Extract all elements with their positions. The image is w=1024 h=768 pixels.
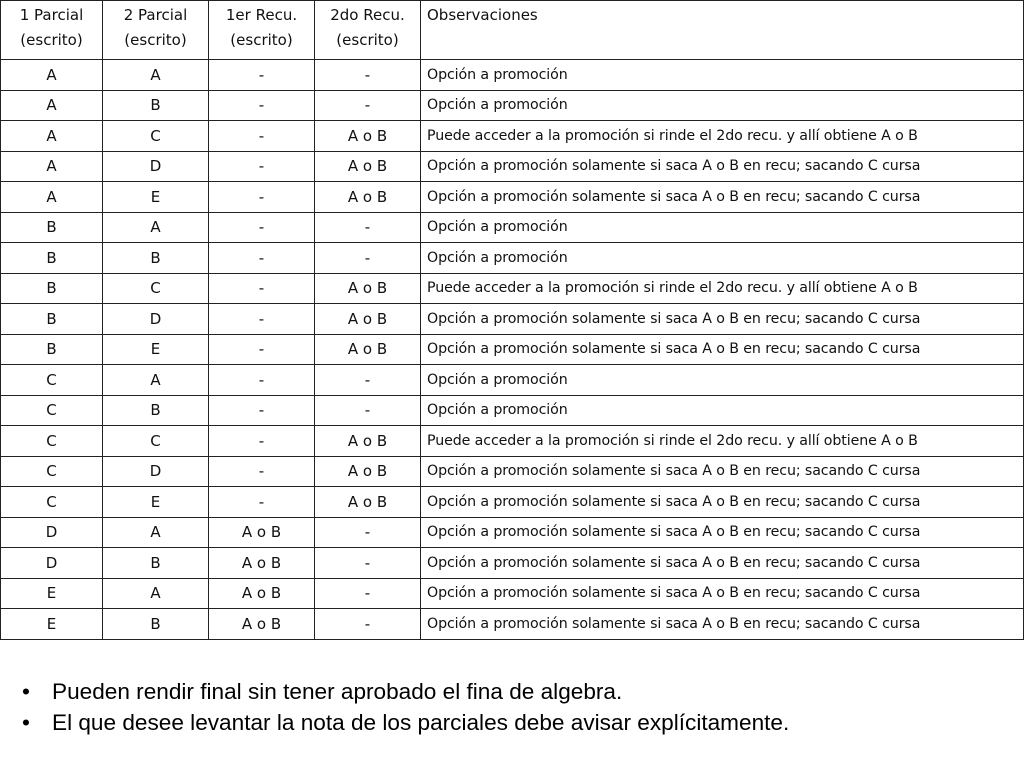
cell-2do-recu: - bbox=[315, 243, 421, 274]
cell-2-parcial: D bbox=[103, 151, 209, 182]
cell-observaciones: Opción a promoción solamente si saca A o B en recu; sacando C cursa bbox=[421, 609, 1024, 640]
cell-observaciones: Opción a promoción bbox=[421, 365, 1024, 396]
cell-2do-recu: - bbox=[315, 212, 421, 243]
table-row bbox=[1, 548, 1024, 579]
cell-1-parcial: A bbox=[1, 90, 103, 121]
cell-1er-recu: - bbox=[209, 365, 315, 396]
cell-1er-recu: A o B bbox=[209, 609, 315, 640]
table-row bbox=[1, 90, 1024, 121]
cell-2do-recu: A o B bbox=[315, 304, 421, 335]
cell-observaciones: Puede acceder a la promoción si rinde el 2do recu. y allí obtiene A o B bbox=[421, 273, 1024, 304]
cell-2do-recu: A o B bbox=[315, 487, 421, 518]
cell-1-parcial: B bbox=[1, 273, 103, 304]
header-1-parcial bbox=[1, 1, 103, 60]
cell-1er-recu: - bbox=[209, 212, 315, 243]
cell-2do-recu: A o B bbox=[315, 182, 421, 213]
table-row bbox=[1, 121, 1024, 152]
bullet-icon: • bbox=[22, 710, 30, 735]
cell-observaciones: Opción a promoción bbox=[421, 90, 1024, 121]
table-row bbox=[1, 426, 1024, 457]
cell-2do-recu: - bbox=[315, 609, 421, 640]
cell-2-parcial: B bbox=[103, 609, 209, 640]
table-row bbox=[1, 609, 1024, 640]
cell-observaciones: Opción a promoción solamente si saca A o B en recu; sacando C cursa bbox=[421, 487, 1024, 518]
cell-1-parcial: E bbox=[1, 578, 103, 609]
cell-1er-recu: - bbox=[209, 304, 315, 335]
cell-observaciones: Opción a promoción solamente si saca A o B en recu; sacando C cursa bbox=[421, 151, 1024, 182]
cell-2-parcial: D bbox=[103, 456, 209, 487]
table-row bbox=[1, 182, 1024, 213]
table-header bbox=[1, 1, 1024, 60]
cell-1-parcial: A bbox=[1, 60, 103, 91]
cell-2do-recu: - bbox=[315, 365, 421, 396]
cell-observaciones: Opción a promoción solamente si saca A o B en recu; sacando C cursa bbox=[421, 304, 1024, 335]
cell-observaciones: Opción a promoción bbox=[421, 60, 1024, 91]
cell-observaciones: Opción a promoción solamente si saca A o B en recu; sacando C cursa bbox=[421, 548, 1024, 579]
cell-2-parcial: A bbox=[103, 365, 209, 396]
table-row bbox=[1, 334, 1024, 365]
cell-observaciones: Puede acceder a la promoción si rinde el 2do recu. y allí obtiene A o B bbox=[421, 426, 1024, 457]
header-line-1: 2 Parcial bbox=[123, 6, 188, 24]
cell-2do-recu: A o B bbox=[315, 273, 421, 304]
cell-2do-recu: A o B bbox=[315, 456, 421, 487]
cell-2-parcial: E bbox=[103, 182, 209, 213]
cell-observaciones: Opción a promoción solamente si saca A o B en recu; sacando C cursa bbox=[421, 334, 1024, 365]
header-row bbox=[1, 1, 1024, 60]
header-observaciones bbox=[421, 1, 1024, 60]
cell-2-parcial: C bbox=[103, 121, 209, 152]
cell-observaciones: Puede acceder a la promoción si rinde el 2do recu. y allí obtiene A o B bbox=[421, 121, 1024, 152]
cell-1-parcial: D bbox=[1, 548, 103, 579]
cell-1-parcial: C bbox=[1, 456, 103, 487]
cell-2do-recu: - bbox=[315, 578, 421, 609]
cell-1-parcial: B bbox=[1, 212, 103, 243]
cell-observaciones: Opción a promoción solamente si saca A o B en recu; sacando C cursa bbox=[421, 578, 1024, 609]
header-1er-recu bbox=[209, 1, 315, 60]
table-row bbox=[1, 151, 1024, 182]
cell-1er-recu: - bbox=[209, 395, 315, 426]
cell-2-parcial: D bbox=[103, 304, 209, 335]
table-row bbox=[1, 395, 1024, 426]
table-row bbox=[1, 487, 1024, 518]
cell-2do-recu: - bbox=[315, 395, 421, 426]
cell-1-parcial: C bbox=[1, 365, 103, 396]
header-line-2: (escrito) bbox=[230, 31, 293, 49]
cell-2-parcial: A bbox=[103, 517, 209, 548]
cell-1er-recu: - bbox=[209, 182, 315, 213]
cell-2do-recu: - bbox=[315, 60, 421, 91]
cell-1er-recu: A o B bbox=[209, 548, 315, 579]
cell-2-parcial: E bbox=[103, 487, 209, 518]
table-row bbox=[1, 578, 1024, 609]
table-body bbox=[1, 60, 1024, 640]
cell-observaciones: Opción a promoción bbox=[421, 395, 1024, 426]
cell-1er-recu: - bbox=[209, 456, 315, 487]
table-row bbox=[1, 212, 1024, 243]
cell-observaciones: Opción a promoción solamente si saca A o B en recu; sacando C cursa bbox=[421, 456, 1024, 487]
cell-observaciones: Opción a promoción solamente si saca A o B en recu; sacando C cursa bbox=[421, 182, 1024, 213]
cell-2do-recu: A o B bbox=[315, 334, 421, 365]
cell-1er-recu: - bbox=[209, 273, 315, 304]
header-2-parcial bbox=[103, 1, 209, 60]
cell-1-parcial: D bbox=[1, 517, 103, 548]
cell-2do-recu: - bbox=[315, 517, 421, 548]
cell-1er-recu: - bbox=[209, 487, 315, 518]
bullet-icon: • bbox=[22, 679, 30, 704]
notes-list bbox=[22, 676, 789, 738]
cell-1-parcial: A bbox=[1, 182, 103, 213]
table-row bbox=[1, 243, 1024, 274]
cell-2-parcial: A bbox=[103, 60, 209, 91]
cell-observaciones: Opción a promoción bbox=[421, 212, 1024, 243]
cell-2-parcial: B bbox=[103, 395, 209, 426]
cell-2-parcial: C bbox=[103, 426, 209, 457]
cell-1-parcial: C bbox=[1, 487, 103, 518]
cell-1-parcial: B bbox=[1, 243, 103, 274]
cell-observaciones: Opción a promoción bbox=[421, 243, 1024, 274]
cell-1-parcial: C bbox=[1, 395, 103, 426]
header-line-1: 1er Recu. bbox=[225, 6, 298, 24]
cell-1er-recu: - bbox=[209, 151, 315, 182]
table-row bbox=[1, 60, 1024, 91]
cell-2do-recu: - bbox=[315, 548, 421, 579]
cell-1-parcial: E bbox=[1, 609, 103, 640]
cell-1-parcial: B bbox=[1, 334, 103, 365]
note-text: Pueden rendir final sin tener aprobado el fina de algebra. bbox=[52, 679, 623, 704]
note-item bbox=[22, 707, 789, 738]
note-item bbox=[22, 676, 789, 707]
cell-observaciones: Opción a promoción solamente si saca A o B en recu; sacando C cursa bbox=[421, 517, 1024, 548]
cell-1-parcial: B bbox=[1, 304, 103, 335]
cell-2-parcial: C bbox=[103, 273, 209, 304]
cell-1er-recu: - bbox=[209, 334, 315, 365]
header-line-2: (escrito) bbox=[20, 31, 83, 49]
header-line-2: (escrito) bbox=[336, 31, 399, 49]
cell-1er-recu: - bbox=[209, 243, 315, 274]
cell-1-parcial: C bbox=[1, 426, 103, 457]
header-line-1: 2do Recu. bbox=[330, 6, 405, 24]
cell-1er-recu: - bbox=[209, 90, 315, 121]
cell-1er-recu: A o B bbox=[209, 578, 315, 609]
table-row bbox=[1, 304, 1024, 335]
table-row bbox=[1, 365, 1024, 396]
note-text: El que desee levantar la nota de los parciales debe avisar explícitamente. bbox=[52, 710, 790, 735]
table-row bbox=[1, 273, 1024, 304]
cell-1er-recu: - bbox=[209, 60, 315, 91]
cell-1-parcial: A bbox=[1, 121, 103, 152]
cell-1er-recu: A o B bbox=[209, 517, 315, 548]
cell-2-parcial: A bbox=[103, 212, 209, 243]
cell-2do-recu: A o B bbox=[315, 121, 421, 152]
header-line-1: Observaciones bbox=[427, 6, 538, 24]
table-row bbox=[1, 456, 1024, 487]
header-line-2: (escrito) bbox=[124, 31, 187, 49]
cell-2do-recu: A o B bbox=[315, 426, 421, 457]
cell-2do-recu: A o B bbox=[315, 151, 421, 182]
cell-2-parcial: B bbox=[103, 243, 209, 274]
cell-2-parcial: B bbox=[103, 90, 209, 121]
cell-1er-recu: - bbox=[209, 426, 315, 457]
cell-1-parcial: A bbox=[1, 151, 103, 182]
header-line-1: 1 Parcial bbox=[19, 6, 84, 24]
cell-2-parcial: E bbox=[103, 334, 209, 365]
cell-2-parcial: A bbox=[103, 578, 209, 609]
cell-2do-recu: - bbox=[315, 90, 421, 121]
table-row bbox=[1, 517, 1024, 548]
header-2do-recu bbox=[315, 1, 421, 60]
cell-2-parcial: B bbox=[103, 548, 209, 579]
cell-1er-recu: - bbox=[209, 121, 315, 152]
